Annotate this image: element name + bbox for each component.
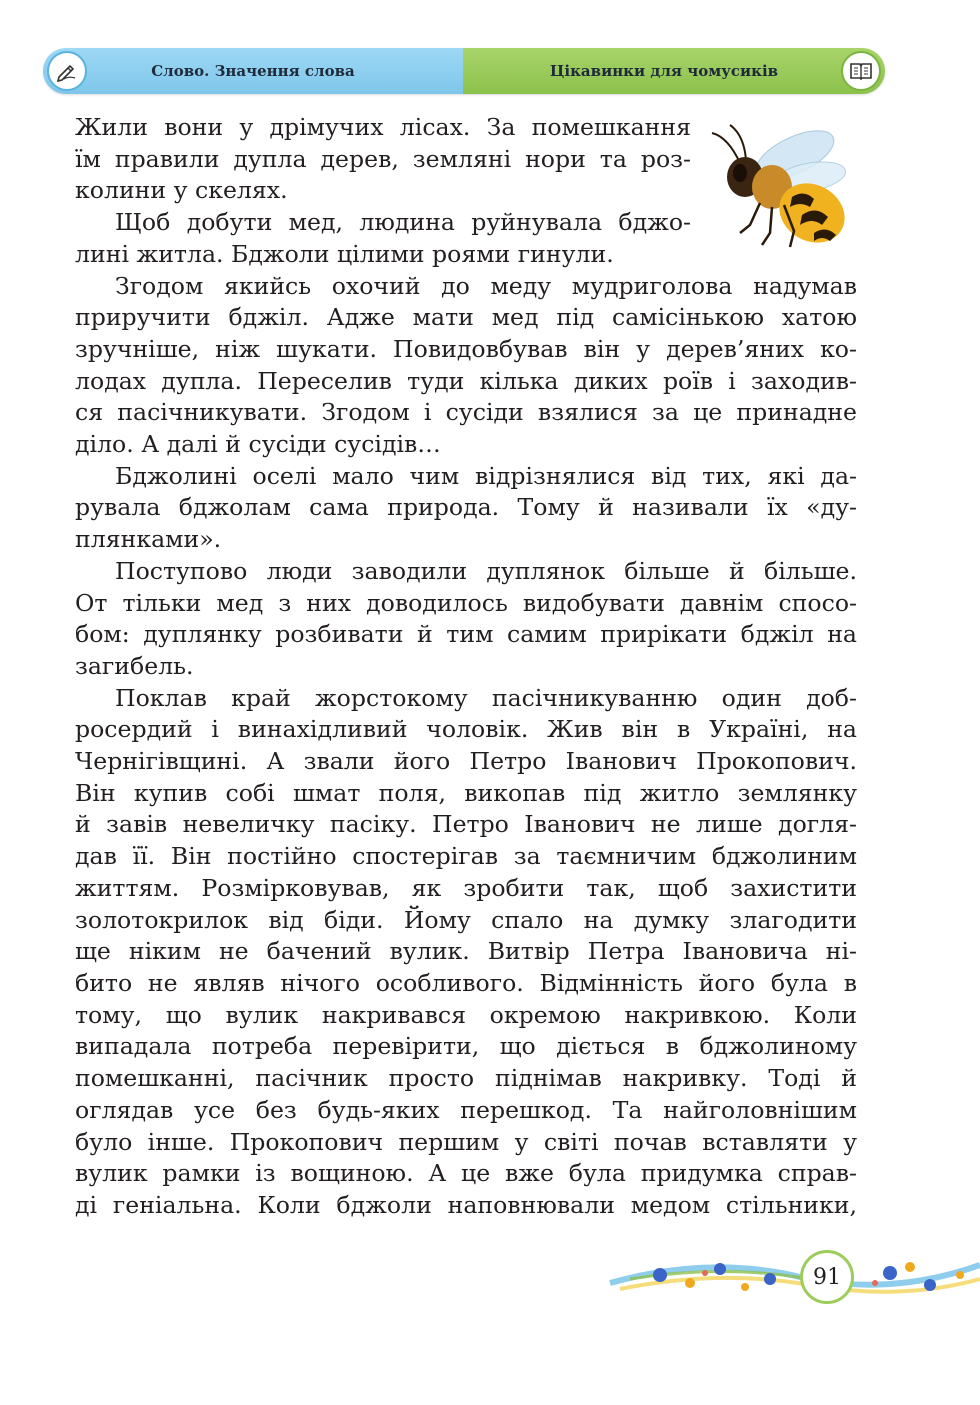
pen-icon (47, 51, 87, 91)
text-line: ще ніким не бачений вулик. Витвір Петра Івановича ні- (75, 937, 857, 966)
text-line: тому, що вулик накривався окремою накривкою. Коли (75, 1000, 857, 1029)
page-number: 91 (813, 1264, 841, 1290)
flower-garland-icon (590, 1235, 980, 1325)
text-line: життям. Розмірковував, як зробити так, щоб захистити (75, 873, 857, 902)
text-line: Бджолині оселі мало чим відрізнялися від тих, які да- (115, 461, 857, 490)
text-line: лині житла. Бджоли цілими роями гинули. (75, 239, 614, 268)
book-icon (841, 51, 881, 91)
text-line: діло. А далі й сусіди сусідів… (75, 430, 441, 459)
text-line: колини у скелях. (75, 176, 288, 205)
section-title: Слово. Значення слова (151, 62, 355, 80)
article-text (75, 112, 857, 1222)
text-line: Поступово люди заводили дуплянок більше й більше. (115, 556, 857, 585)
text-line: плянками». (75, 525, 222, 554)
text-line: росердий і винахідливий чоловік. Жив він в Україні, на (75, 715, 857, 744)
text-line: Чернігівщині. А звали його Петро Іванович Прокопович. (75, 747, 857, 776)
text-line: бом: дуплянку розбивати й тим самим прирікати бджіл на (75, 620, 857, 649)
text-line: загибель. (75, 651, 194, 680)
text-line: оглядав усе без будь-яких перешкод. Та найголовнішим (75, 1095, 857, 1124)
text-line: зручніше, ніж шукати. Повидовбував він у дерев’яних ко- (75, 334, 857, 363)
text-line: Щоб добути мед, людина руйнувала бджо- (115, 208, 691, 237)
text-line: їм правили дупла дерев, земляні нори та роз- (75, 144, 691, 173)
text-line: От тільки мед з них доводилось видобувати давнім спосо- (75, 588, 857, 617)
rubric-title: Цікавинки для чомусиків (549, 62, 779, 80)
text-line: рувала бджолам сама природа. Тому й називали їх «ду- (75, 493, 857, 522)
text-line: помешканні, пасічник просто піднімав накривку. Тоді й (75, 1064, 857, 1093)
page-header (43, 48, 885, 94)
text-line: вулик рамки із вощиною. А це вже була придумка справ- (75, 1159, 857, 1188)
text-line: лодах дупла. Переселив туди кілька диких роїв і заходив- (75, 366, 857, 395)
text-line: ся пасічникувати. Згодом і сусіди взялися за це принадне (75, 398, 857, 427)
text-line: випадала потреба перевірити, що діється в бджолиному (75, 1032, 857, 1061)
text-line: було інше. Прокопович першим у світі почав вставляти у (75, 1127, 857, 1156)
text-line: ді геніальна. Коли бджоли наповнювали медом стільники, (75, 1190, 857, 1219)
text-line: Жили вони у дрімучих лісах. За помешкання (75, 113, 691, 141)
text-line: золотокрилок від біди. Йому спало на думку злагодити (75, 905, 857, 934)
header-section-right (463, 48, 885, 94)
text-line: дав її. Він постійно спостерігав за таємничим бджолиним (75, 842, 857, 871)
page-number-badge (800, 1250, 854, 1304)
text-line: Поклав край жорстокому пасічникуванню один доб- (115, 683, 857, 712)
text-line: Згодом якийсь охочий до меду мудриголова надумав (115, 271, 857, 300)
header-section-left (43, 48, 463, 94)
text-line: Він купив собі шмат поля, викопав під житло землянку (75, 778, 857, 807)
text-line: приручити бджіл. Адже мати мед під самісінькою хатою (75, 303, 857, 332)
text-block-beside-image (75, 112, 691, 271)
text-line: й завів невеличку пасіку. Петро Іванович не лише догля- (75, 810, 857, 839)
text-line: бито не являв нічого особливого. Відмінність його була в (75, 968, 857, 997)
